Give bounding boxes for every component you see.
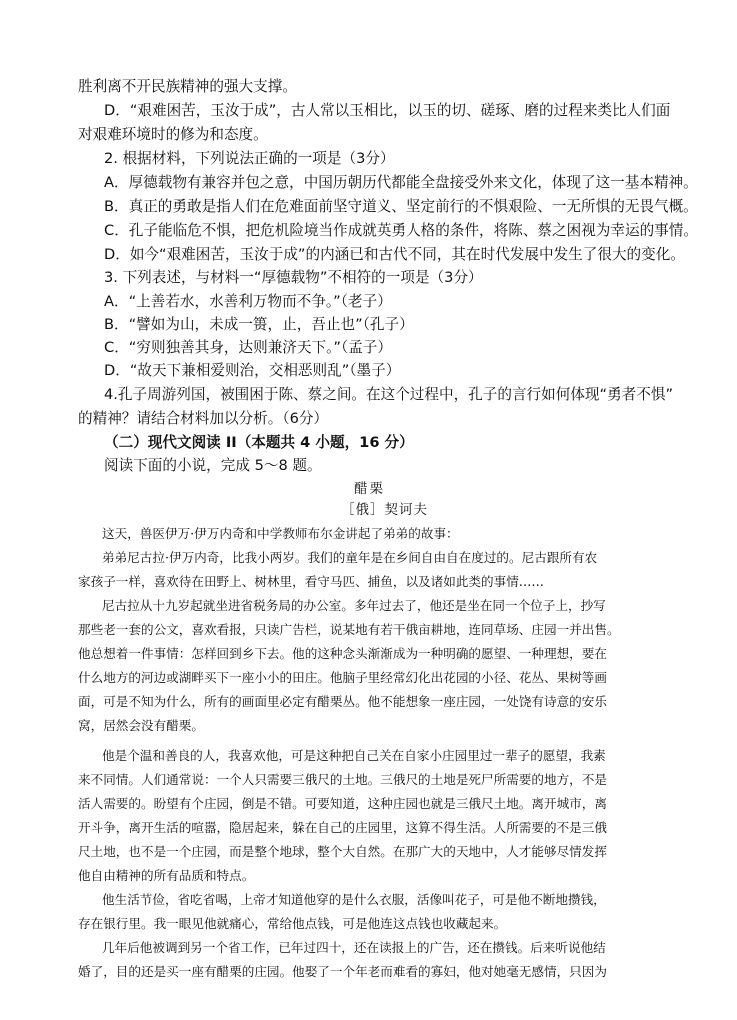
story-line: 几年后他被调到另一个省工作，已年过四十，还在读报上的广告，还在攒钱。后来听说他结 (102, 940, 606, 955)
question-3-option-a: A．“上善若水，水善利万物而不争。”（老子） (104, 293, 392, 310)
story-line: 那些老一套的公文，喜欢看报，只读广告栏，说某地有若干俄亩耕地，连同草场、庄园一并出售。 (78, 622, 620, 637)
story-line: 家孩子一样，喜欢待在田野上、树林里，看守马匹、捕鱼，以及诸如此类的事情…… (78, 574, 544, 589)
text-line: 胜利离不开民族精神的强大支撑。 (78, 78, 297, 95)
story-line: 他生活节俭，省吃省喝，上帝才知道他穿的是什么衣服，活像叫花子，可是他不断地攒钱， (102, 892, 606, 907)
story-line: 尼古拉从十九岁起就坐进省税务局的办公室。多年过去了，他还是坐在同一个位子上，抄写 (102, 598, 606, 613)
option-d-line: D．“艰难困苦，玉汝于成”，古人常以玉相比，以玉的切、磋琢、磨的过程来类比人们面 (104, 102, 671, 119)
story-line: 来不同情。人们通常说：一个人只需要三俄尺的土地。三俄尺的土地是死尸所需要的地方，不是 (78, 772, 607, 787)
story-line: 他总想着一件事情：怎样回到乡下去。他的这种念头渐渐成为一种明确的愿望、一种理想，要在 (78, 646, 607, 661)
question-4-stem: 4.孔子周游列国，被围困于陈、蔡之间。在这个过程中，孔子的言行如何体现“勇者不惧” (104, 386, 674, 403)
question-2-option-a: A．厚德载物有兼容并包之意，中国历朝历代都能全盘接受外来文化，体现了这一基本精神。 (104, 174, 698, 191)
story-line: 开斗争，离开生活的喧嚣，隐居起来，躲在自己的庄园里，这算不得生活。人所需要的不是三俄 (78, 820, 607, 835)
story-line: 婚了，目的还是买一座有醋栗的庄园。他娶了一个年老而难看的寡妇，他对她毫无感情，只因为 (78, 964, 607, 979)
question-3-stem: 3. 下列表述，与材料一“厚德载物”不相符的一项是（3分） (104, 269, 483, 286)
question-3-option-c: C．“穷则独善其身，达则兼济天下。”（孟子） (104, 339, 392, 356)
story-title: 醋栗 (354, 481, 385, 497)
story-line: 这天，兽医伊万·伊万内奇和中学教师布尔金讲起了弟弟的故事： (102, 526, 459, 541)
question-3-option-b: B．“譬如为山，未成一篑，止，吾止也”（孔子） (104, 316, 414, 333)
text-line: 的精神？请结合材料加以分析。（6分） (78, 410, 329, 427)
text-line: 对艰难环境时的修为和态度。 (78, 126, 268, 143)
story-line: 他自由精神的所有品质和特点。 (78, 868, 255, 883)
story-line: 活人需要的。盼望有个庄园，倒是不错。可要知道，这种庄园也就是三俄尺土地。离开城市，离 (78, 796, 607, 811)
question-2-option-c: C．孔子能临危不惧，把危机险境当作成就英勇人格的条件，将陈、蔡之困视为幸运的事情。 (104, 222, 698, 239)
story-line: 什么地方的河边或湖畔买下一座小小的田庄。他脑子里经常幻化出花园的小径、花丛、果树等画 (78, 670, 607, 685)
question-2-option-d: D．如今“艰难困苦，玉汝于成”的内涵已和古代不同，其在时代发展中发生了很大的变化。 (104, 246, 685, 263)
story-line: 他是个温和善良的人，我喜欢他，可是这种把自己关在自家小庄园里过一辈子的愿望，我素 (102, 748, 606, 763)
story-line: 弟弟尼古拉·伊万内奇，比我小两岁。我们的童年是在乡间自由自在度过的。尼古跟所有农 (102, 550, 598, 565)
story-line: 存在银行里。我一眼见他就痛心，常给他点钱，可是他连这点钱也收藏起来。 (78, 916, 507, 931)
question-2-stem: 2. 根据材料，下列说法正确的一项是（3分） (104, 150, 395, 167)
question-3-option-d: D．“故天下兼相爱则治，交相恶则乱”（墨子） (104, 362, 401, 379)
reading-instruction: 阅读下面的小说，完成 5～8 题。 (104, 457, 322, 474)
story-line: 窝，居然会没有醋栗。 (78, 718, 204, 733)
section-heading: （二）现代文阅读 II（本题共 4 小题，16 分） (104, 434, 414, 451)
story-author: ［俄］契诃夫 (341, 502, 428, 518)
question-2-option-b: B．真正的勇敢是指人们在危难面前坚守道义、坚定前行的不惧艰险、一无所惧的无畏气概。 (104, 198, 698, 215)
story-line: 尺土地，也不是一个庄园，而是整个地球，整个大自然。在那广大的天地中，人才能够尽情发挥 (78, 844, 607, 859)
story-line: 面，可是不知为什么，所有的画面里必定有醋栗丛。他不能想象一座庄园，一处饶有诗意的安乐 (78, 694, 607, 709)
